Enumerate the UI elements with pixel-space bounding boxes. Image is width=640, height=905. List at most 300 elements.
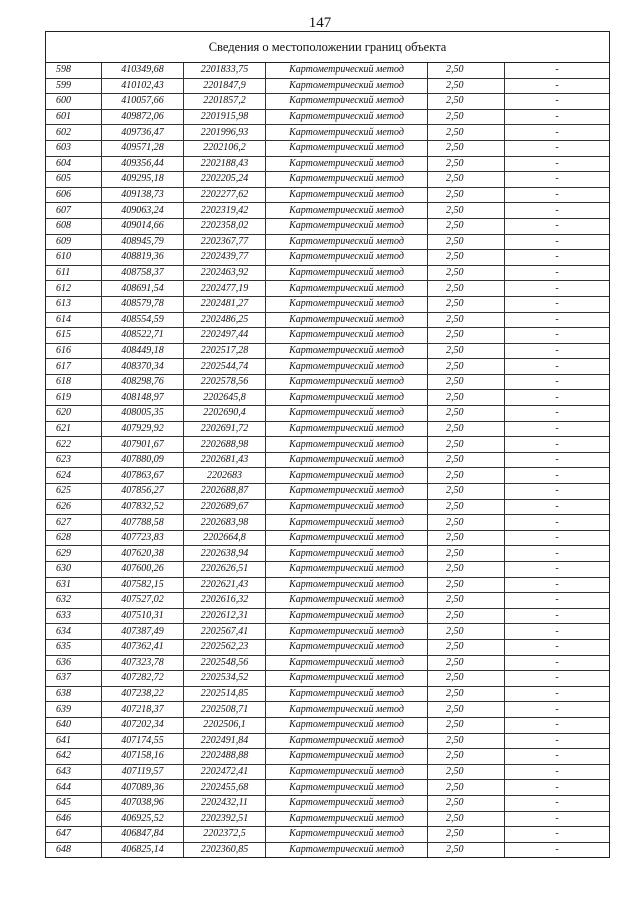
- point-number-cell: 622: [46, 437, 102, 453]
- method-cell: Картометрический метод: [266, 515, 428, 531]
- x-coordinate-cell: 409872,06: [102, 109, 184, 125]
- page-number: 147: [308, 15, 332, 31]
- y-coordinate-cell: 2201847,9: [184, 78, 266, 94]
- table-row: [46, 343, 609, 359]
- point-number-cell: 624: [46, 468, 102, 484]
- description-cell: -: [505, 78, 610, 94]
- table-row: [46, 468, 609, 484]
- y-coordinate-cell: 2202578,56: [184, 374, 266, 390]
- accuracy-cell: 2,50: [428, 281, 505, 297]
- point-number-cell: 618: [46, 374, 102, 390]
- point-number-cell: 625: [46, 484, 102, 500]
- y-coordinate-cell: 2202514,85: [184, 686, 266, 702]
- point-number-cell: 647: [46, 827, 102, 843]
- accuracy-cell: 2,50: [428, 140, 505, 156]
- table-row: [46, 250, 609, 266]
- accuracy-cell: 2,50: [428, 328, 505, 344]
- x-coordinate-cell: 408819,36: [102, 250, 184, 266]
- y-coordinate-cell: 2202488,88: [184, 749, 266, 765]
- x-coordinate-cell: 408691,54: [102, 281, 184, 297]
- accuracy-cell: 2,50: [428, 499, 505, 515]
- table-row: [46, 655, 609, 671]
- description-cell: -: [505, 359, 610, 375]
- point-number-cell: 627: [46, 515, 102, 531]
- point-number-cell: 646: [46, 811, 102, 827]
- table-row: [46, 515, 609, 531]
- accuracy-cell: 2,50: [428, 187, 505, 203]
- point-number-cell: 636: [46, 655, 102, 671]
- accuracy-cell: 2,50: [428, 109, 505, 125]
- table-row: [46, 172, 609, 188]
- description-cell: -: [505, 172, 610, 188]
- accuracy-cell: 2,50: [428, 702, 505, 718]
- y-coordinate-cell: 2202372,5: [184, 827, 266, 843]
- accuracy-cell: 2,50: [428, 94, 505, 110]
- method-cell: Картометрический метод: [266, 499, 428, 515]
- point-number-cell: 617: [46, 359, 102, 375]
- point-number-cell: 614: [46, 312, 102, 328]
- description-cell: -: [505, 109, 610, 125]
- point-number-cell: 611: [46, 265, 102, 281]
- accuracy-cell: 2,50: [428, 655, 505, 671]
- point-number-cell: 640: [46, 717, 102, 733]
- y-coordinate-cell: 2202567,41: [184, 624, 266, 640]
- accuracy-cell: 2,50: [428, 406, 505, 422]
- table-row: [46, 484, 609, 500]
- description-cell: -: [505, 437, 610, 453]
- x-coordinate-cell: 408579,78: [102, 296, 184, 312]
- description-cell: -: [505, 593, 610, 609]
- accuracy-cell: 2,50: [428, 671, 505, 687]
- table-row: [46, 234, 609, 250]
- description-cell: -: [505, 281, 610, 297]
- point-number-cell: 638: [46, 686, 102, 702]
- accuracy-cell: 2,50: [428, 593, 505, 609]
- point-number-cell: 632: [46, 593, 102, 609]
- y-coordinate-cell: 2202664,8: [184, 530, 266, 546]
- y-coordinate-cell: 2202508,71: [184, 702, 266, 718]
- accuracy-cell: 2,50: [428, 608, 505, 624]
- method-cell: Картометрический метод: [266, 749, 428, 765]
- x-coordinate-cell: 407089,36: [102, 780, 184, 796]
- accuracy-cell: 2,50: [428, 265, 505, 281]
- point-number-cell: 616: [46, 343, 102, 359]
- x-coordinate-cell: 407038,96: [102, 795, 184, 811]
- point-number-cell: 598: [46, 63, 102, 78]
- x-coordinate-cell: 409356,44: [102, 156, 184, 172]
- coordinates-table: [46, 63, 609, 857]
- x-coordinate-cell: 407218,37: [102, 702, 184, 718]
- accuracy-cell: 2,50: [428, 827, 505, 843]
- x-coordinate-cell: 407323,78: [102, 655, 184, 671]
- accuracy-cell: 2,50: [428, 203, 505, 219]
- point-number-cell: 645: [46, 795, 102, 811]
- method-cell: Картометрический метод: [266, 390, 428, 406]
- accuracy-cell: 2,50: [428, 172, 505, 188]
- table-row: [46, 265, 609, 281]
- table-row: [46, 312, 609, 328]
- point-number-cell: 606: [46, 187, 102, 203]
- description-cell: -: [505, 328, 610, 344]
- point-number-cell: 621: [46, 421, 102, 437]
- description-cell: -: [505, 577, 610, 593]
- y-coordinate-cell: 2202690,4: [184, 406, 266, 422]
- x-coordinate-cell: 407582,15: [102, 577, 184, 593]
- y-coordinate-cell: 2202621,43: [184, 577, 266, 593]
- point-number-cell: 634: [46, 624, 102, 640]
- method-cell: Картометрический метод: [266, 827, 428, 843]
- table-row: [46, 125, 609, 141]
- description-cell: -: [505, 390, 610, 406]
- accuracy-cell: 2,50: [428, 125, 505, 141]
- y-coordinate-cell: 2202691,72: [184, 421, 266, 437]
- accuracy-cell: 2,50: [428, 312, 505, 328]
- x-coordinate-cell: 407929,92: [102, 421, 184, 437]
- method-cell: Картометрический метод: [266, 795, 428, 811]
- table-row: [46, 437, 609, 453]
- method-cell: Картометрический метод: [266, 78, 428, 94]
- table-row: [46, 608, 609, 624]
- accuracy-cell: 2,50: [428, 764, 505, 780]
- x-coordinate-cell: 408148,97: [102, 390, 184, 406]
- y-coordinate-cell: 2202277,62: [184, 187, 266, 203]
- x-coordinate-cell: 409014,66: [102, 218, 184, 234]
- point-number-cell: 608: [46, 218, 102, 234]
- y-coordinate-cell: 2202626,51: [184, 562, 266, 578]
- x-coordinate-cell: 409063,24: [102, 203, 184, 219]
- accuracy-cell: 2,50: [428, 234, 505, 250]
- y-coordinate-cell: 2202432,11: [184, 795, 266, 811]
- description-cell: -: [505, 250, 610, 266]
- method-cell: Картометрический метод: [266, 484, 428, 500]
- method-cell: Картометрический метод: [266, 406, 428, 422]
- method-cell: Картометрический метод: [266, 764, 428, 780]
- method-cell: Картометрический метод: [266, 63, 428, 78]
- y-coordinate-cell: 2202616,32: [184, 593, 266, 609]
- y-coordinate-cell: 2202319,42: [184, 203, 266, 219]
- point-number-cell: 600: [46, 94, 102, 110]
- point-number-cell: 648: [46, 842, 102, 857]
- table-row: [46, 187, 609, 203]
- x-coordinate-cell: 407620,38: [102, 546, 184, 562]
- y-coordinate-cell: 2202612,31: [184, 608, 266, 624]
- table-row: [46, 499, 609, 515]
- table-body: [46, 63, 609, 857]
- description-cell: -: [505, 608, 610, 624]
- y-coordinate-cell: 2202491,84: [184, 733, 266, 749]
- description-cell: -: [505, 780, 610, 796]
- y-coordinate-cell: 2202392,51: [184, 811, 266, 827]
- accuracy-cell: 2,50: [428, 468, 505, 484]
- x-coordinate-cell: 407880,09: [102, 452, 184, 468]
- accuracy-cell: 2,50: [428, 515, 505, 531]
- y-coordinate-cell: 2202562,23: [184, 639, 266, 655]
- table-row: [46, 530, 609, 546]
- table-row: [46, 764, 609, 780]
- method-cell: Картометрический метод: [266, 639, 428, 655]
- y-coordinate-cell: 2202638,94: [184, 546, 266, 562]
- y-coordinate-cell: 2202688,87: [184, 484, 266, 500]
- description-cell: -: [505, 717, 610, 733]
- y-coordinate-cell: 2202688,98: [184, 437, 266, 453]
- accuracy-cell: 2,50: [428, 842, 505, 857]
- point-number-cell: 613: [46, 296, 102, 312]
- description-cell: -: [505, 811, 610, 827]
- y-coordinate-cell: 2202439,77: [184, 250, 266, 266]
- accuracy-cell: 2,50: [428, 452, 505, 468]
- table-row: [46, 281, 609, 297]
- accuracy-cell: 2,50: [428, 218, 505, 234]
- accuracy-cell: 2,50: [428, 795, 505, 811]
- point-number-cell: 602: [46, 125, 102, 141]
- method-cell: Картометрический метод: [266, 359, 428, 375]
- table-row: [46, 686, 609, 702]
- method-cell: Картометрический метод: [266, 452, 428, 468]
- point-number-cell: 612: [46, 281, 102, 297]
- description-cell: -: [505, 515, 610, 531]
- point-number-cell: 644: [46, 780, 102, 796]
- accuracy-cell: 2,50: [428, 343, 505, 359]
- x-coordinate-cell: 407863,67: [102, 468, 184, 484]
- table-row: [46, 546, 609, 562]
- y-coordinate-cell: 2202472,41: [184, 764, 266, 780]
- accuracy-cell: 2,50: [428, 530, 505, 546]
- y-coordinate-cell: 2202463,92: [184, 265, 266, 281]
- description-cell: -: [505, 671, 610, 687]
- table-row: [46, 733, 609, 749]
- accuracy-cell: 2,50: [428, 296, 505, 312]
- method-cell: Картометрический метод: [266, 562, 428, 578]
- table-row: [46, 109, 609, 125]
- table-row: [46, 63, 609, 78]
- method-cell: Картометрический метод: [266, 203, 428, 219]
- x-coordinate-cell: 407362,41: [102, 639, 184, 655]
- table-row: [46, 390, 609, 406]
- point-number-cell: 633: [46, 608, 102, 624]
- accuracy-cell: 2,50: [428, 374, 505, 390]
- table-header: Сведения о местоположении границ объекта: [46, 32, 609, 63]
- accuracy-cell: 2,50: [428, 733, 505, 749]
- description-cell: -: [505, 827, 610, 843]
- method-cell: Картометрический метод: [266, 281, 428, 297]
- description-cell: -: [505, 484, 610, 500]
- accuracy-cell: 2,50: [428, 780, 505, 796]
- x-coordinate-cell: 407788,58: [102, 515, 184, 531]
- method-cell: Картометрический метод: [266, 717, 428, 733]
- point-number-cell: 630: [46, 562, 102, 578]
- x-coordinate-cell: 408522,71: [102, 328, 184, 344]
- accuracy-cell: 2,50: [428, 717, 505, 733]
- accuracy-cell: 2,50: [428, 624, 505, 640]
- y-coordinate-cell: 2202358,02: [184, 218, 266, 234]
- table-row: [46, 562, 609, 578]
- accuracy-cell: 2,50: [428, 484, 505, 500]
- method-cell: Картометрический метод: [266, 593, 428, 609]
- x-coordinate-cell: 409138,73: [102, 187, 184, 203]
- y-coordinate-cell: 2202544,74: [184, 359, 266, 375]
- table-row: [46, 218, 609, 234]
- table-row: [46, 671, 609, 687]
- method-cell: Картометрический метод: [266, 468, 428, 484]
- y-coordinate-cell: 2201833,75: [184, 63, 266, 78]
- y-coordinate-cell: 2202497,44: [184, 328, 266, 344]
- accuracy-cell: 2,50: [428, 577, 505, 593]
- method-cell: Картометрический метод: [266, 172, 428, 188]
- description-cell: -: [505, 764, 610, 780]
- description-cell: -: [505, 562, 610, 578]
- table-row: [46, 795, 609, 811]
- y-coordinate-cell: 2202486,25: [184, 312, 266, 328]
- method-cell: Картометрический метод: [266, 608, 428, 624]
- method-cell: Картометрический метод: [266, 577, 428, 593]
- method-cell: Картометрический метод: [266, 109, 428, 125]
- point-number-cell: 626: [46, 499, 102, 515]
- x-coordinate-cell: 407600,26: [102, 562, 184, 578]
- x-coordinate-cell: 407856,27: [102, 484, 184, 500]
- description-cell: -: [505, 203, 610, 219]
- point-number-cell: 643: [46, 764, 102, 780]
- point-number-cell: 603: [46, 140, 102, 156]
- x-coordinate-cell: 408370,34: [102, 359, 184, 375]
- table-row: [46, 624, 609, 640]
- x-coordinate-cell: 407832,52: [102, 499, 184, 515]
- table-row: [46, 203, 609, 219]
- description-cell: -: [505, 343, 610, 359]
- table-row: [46, 140, 609, 156]
- point-number-cell: 631: [46, 577, 102, 593]
- description-cell: -: [505, 125, 610, 141]
- x-coordinate-cell: 406925,52: [102, 811, 184, 827]
- x-coordinate-cell: 409571,28: [102, 140, 184, 156]
- x-coordinate-cell: 407510,31: [102, 608, 184, 624]
- table-row: [46, 78, 609, 94]
- method-cell: Картометрический метод: [266, 234, 428, 250]
- table-row: [46, 421, 609, 437]
- accuracy-cell: 2,50: [428, 686, 505, 702]
- accuracy-cell: 2,50: [428, 250, 505, 266]
- description-cell: -: [505, 749, 610, 765]
- description-cell: -: [505, 156, 610, 172]
- point-number-cell: 628: [46, 530, 102, 546]
- y-coordinate-cell: 2202360,85: [184, 842, 266, 857]
- accuracy-cell: 2,50: [428, 639, 505, 655]
- point-number-cell: 637: [46, 671, 102, 687]
- y-coordinate-cell: 2201996,93: [184, 125, 266, 141]
- y-coordinate-cell: 2202477,19: [184, 281, 266, 297]
- method-cell: Картометрический метод: [266, 702, 428, 718]
- description-cell: -: [505, 795, 610, 811]
- point-number-cell: 599: [46, 78, 102, 94]
- y-coordinate-cell: 2202517,28: [184, 343, 266, 359]
- point-number-cell: 642: [46, 749, 102, 765]
- method-cell: Картометрический метод: [266, 733, 428, 749]
- method-cell: Картометрический метод: [266, 374, 428, 390]
- description-cell: -: [505, 94, 610, 110]
- y-coordinate-cell: 2202548,56: [184, 655, 266, 671]
- table-row: [46, 406, 609, 422]
- description-cell: -: [505, 312, 610, 328]
- x-coordinate-cell: 408005,35: [102, 406, 184, 422]
- y-coordinate-cell: 2202534,52: [184, 671, 266, 687]
- x-coordinate-cell: 407282,72: [102, 671, 184, 687]
- accuracy-cell: 2,50: [428, 546, 505, 562]
- x-coordinate-cell: 407202,34: [102, 717, 184, 733]
- x-coordinate-cell: 407527,02: [102, 593, 184, 609]
- description-cell: -: [505, 234, 610, 250]
- method-cell: Картометрический метод: [266, 546, 428, 562]
- method-cell: Картометрический метод: [266, 671, 428, 687]
- method-cell: Картометрический метод: [266, 125, 428, 141]
- point-number-cell: 604: [46, 156, 102, 172]
- x-coordinate-cell: 408298,76: [102, 374, 184, 390]
- description-cell: -: [505, 702, 610, 718]
- y-coordinate-cell: 2202205,24: [184, 172, 266, 188]
- point-number-cell: 609: [46, 234, 102, 250]
- description-cell: -: [505, 421, 610, 437]
- table-row: [46, 749, 609, 765]
- y-coordinate-cell: 2202481,27: [184, 296, 266, 312]
- table-row: [46, 156, 609, 172]
- method-cell: Картометрический метод: [266, 421, 428, 437]
- method-cell: Картометрический метод: [266, 811, 428, 827]
- x-coordinate-cell: 406847,84: [102, 827, 184, 843]
- description-cell: -: [505, 624, 610, 640]
- description-cell: -: [505, 63, 610, 78]
- table-row: [46, 780, 609, 796]
- point-number-cell: 610: [46, 250, 102, 266]
- description-cell: -: [505, 546, 610, 562]
- method-cell: Картометрический метод: [266, 265, 428, 281]
- point-number-cell: 641: [46, 733, 102, 749]
- point-number-cell: 605: [46, 172, 102, 188]
- method-cell: Картометрический метод: [266, 842, 428, 857]
- y-coordinate-cell: 2202188,43: [184, 156, 266, 172]
- y-coordinate-cell: 2201857,2: [184, 94, 266, 110]
- accuracy-cell: 2,50: [428, 811, 505, 827]
- y-coordinate-cell: 2202645,8: [184, 390, 266, 406]
- accuracy-cell: 2,50: [428, 437, 505, 453]
- accuracy-cell: 2,50: [428, 359, 505, 375]
- x-coordinate-cell: 406825,14: [102, 842, 184, 857]
- description-cell: -: [505, 265, 610, 281]
- table-row: [46, 827, 609, 843]
- x-coordinate-cell: 407901,67: [102, 437, 184, 453]
- accuracy-cell: 2,50: [428, 390, 505, 406]
- description-cell: -: [505, 406, 610, 422]
- method-cell: Картометрический метод: [266, 250, 428, 266]
- description-cell: -: [505, 686, 610, 702]
- method-cell: Картометрический метод: [266, 655, 428, 671]
- method-cell: Картометрический метод: [266, 296, 428, 312]
- y-coordinate-cell: 2202106,2: [184, 140, 266, 156]
- method-cell: Картометрический метод: [266, 94, 428, 110]
- table-row: [46, 296, 609, 312]
- accuracy-cell: 2,50: [428, 421, 505, 437]
- y-coordinate-cell: 2202506,1: [184, 717, 266, 733]
- x-coordinate-cell: 409295,18: [102, 172, 184, 188]
- description-cell: -: [505, 530, 610, 546]
- method-cell: Картометрический метод: [266, 218, 428, 234]
- table-row: [46, 452, 609, 468]
- x-coordinate-cell: 408554,59: [102, 312, 184, 328]
- description-cell: -: [505, 655, 610, 671]
- description-cell: -: [505, 187, 610, 203]
- accuracy-cell: 2,50: [428, 562, 505, 578]
- y-coordinate-cell: 2202681,43: [184, 452, 266, 468]
- point-number-cell: 620: [46, 406, 102, 422]
- table-row: [46, 94, 609, 110]
- x-coordinate-cell: 408758,37: [102, 265, 184, 281]
